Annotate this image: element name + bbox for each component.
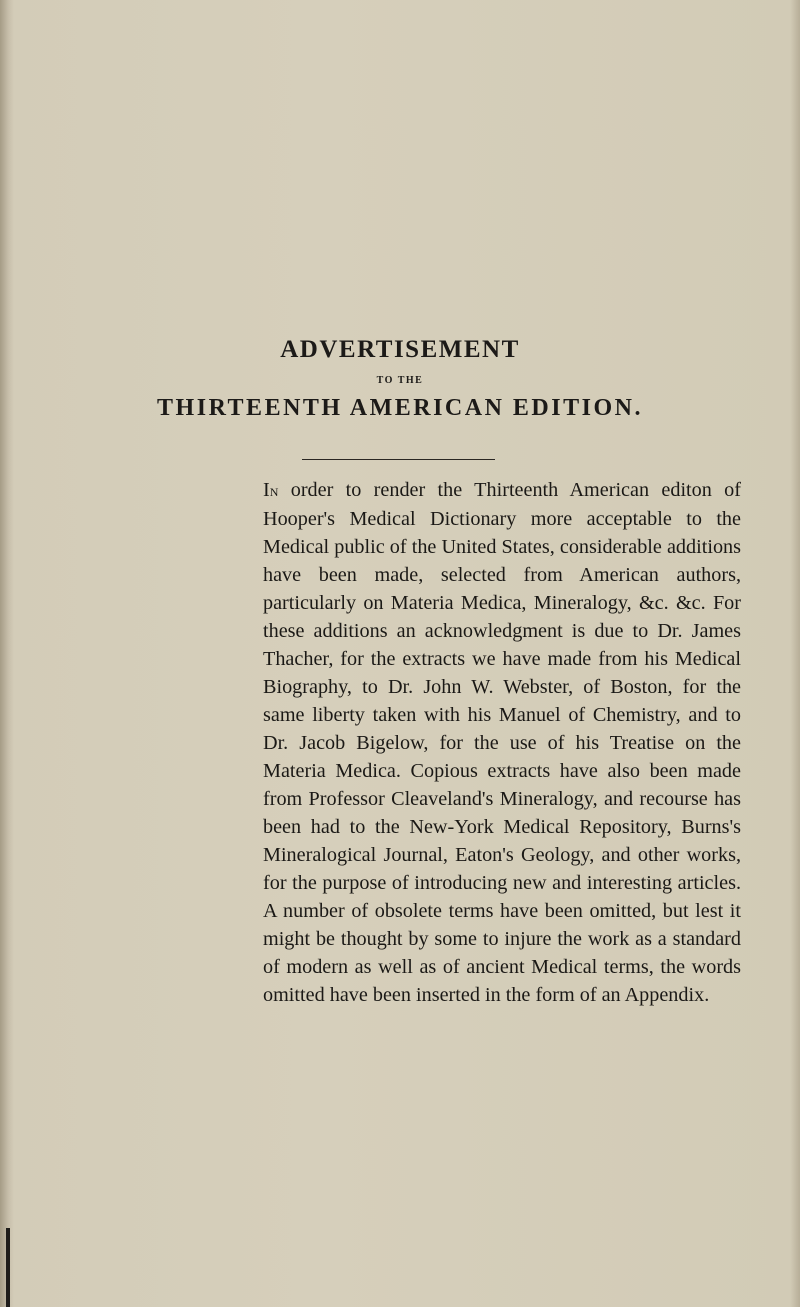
paragraph-initial-letter: I <box>263 479 270 501</box>
advertisement-paragraph <box>263 476 741 1009</box>
page-subtitle-connector: TO THE <box>376 375 424 386</box>
paragraph-text: order to render the Thirteenth American editon of Hooper's Medical Dictionary more acceptable to the Medical public of the United States, considerable additions have been made, selected from American authors, particularly on Materia Medica, Mineralogy, &c. &c. For these additions an acknowledgment is due to Dr. James Thacher, for the extracts we have made from his Medical Biography, to Dr. John W. Webster, of Boston, for the same liberty taken with his Manuel of Chemistry, and to Dr. Jacob Bigelow, for the use of his Treatise on the Materia Medica. Copious extracts have also been made from Professor Cleaveland's Mineralogy, and recourse has been had to the New-York Medical Repository, Burns's Mineralogical Journal, Eaton's Geology, and other works, for the purpose of introducing new and interesting articles. A number of obsolete terms have been omitted, but lest it might be thought by some to injure the work as a standard of modern as well as of ancient Medical terms, the words omitted have been inserted in the form of an Appendix. <box>263 479 741 1006</box>
edition-title: THIRTEENTH AMERICAN EDITION. <box>157 395 643 421</box>
binding-edge-mark <box>6 1228 10 1307</box>
paragraph-initial-smallcaps: n <box>269 481 279 500</box>
section-divider <box>302 459 495 460</box>
page-title: ADVERTISEMENT <box>280 336 520 363</box>
page-edge-shadow <box>790 0 800 1307</box>
binding-gutter-shadow <box>0 0 14 1307</box>
